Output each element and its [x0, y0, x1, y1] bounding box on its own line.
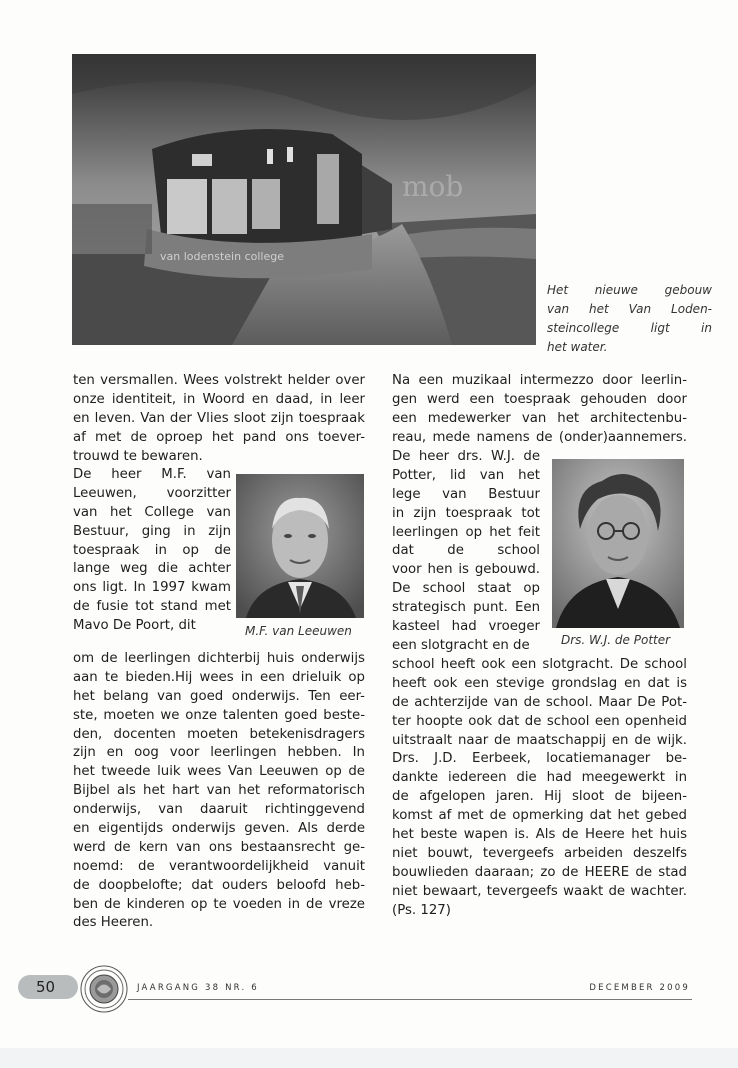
scan-edge: [0, 1048, 738, 1068]
text-line: ons ligt. In 1997 kwam: [73, 580, 231, 596]
left-column-lower: [73, 650, 365, 933]
text-line: een medewerker van het architectenbu-: [392, 410, 687, 426]
portrait-caption-van-leeuwen: M.F. van Leeuwen: [245, 624, 352, 638]
text-line: onderwijs, van daaruit richtinggevend: [73, 802, 365, 818]
text-line: trouwd te bewaren.: [73, 448, 203, 464]
text-line: ste, moeten we onze talenten goed beste-: [73, 707, 365, 723]
text-line: de fusie tot stand met: [73, 599, 231, 615]
text-line: en leven. Van der Vlies sloot zijn toespraak: [73, 410, 365, 426]
text-line: Potter, lid van het: [392, 467, 540, 483]
portrait-caption-de-potter: Drs. W.J. de Potter: [561, 633, 671, 647]
text-line: een slotgracht en de: [392, 637, 530, 653]
text-line: werd de kern van ons bestaansrecht ge-: [73, 839, 365, 855]
text-line: ter hoopte ook dat de school een openheid: [392, 713, 687, 729]
footer-date: DECEMBER 2009: [589, 983, 690, 993]
text-line: en eigentijds onderwijs geven. Als derde: [73, 821, 365, 837]
text-line: Na een muzikaal intermezzo door leerlin-: [392, 373, 687, 388]
text-line: uitstraalt naar de maatschappij en de wijk.: [392, 732, 687, 748]
text-line: gen werd een toespraak gehouden door: [392, 391, 687, 407]
text-line: heeft ook een stevige grondslag en dat is: [392, 675, 687, 691]
text-line: zijn en oog voor leerlingen hebben. In: [73, 745, 365, 761]
watermark: mob: [402, 170, 464, 203]
text-line: niet bewaart, tevergeefs waakt de wachter.: [392, 883, 687, 899]
text-line: des Heeren.: [73, 915, 154, 931]
caption-line: steincollege ligt in: [547, 320, 712, 335]
text-line: (Ps. 127): [392, 902, 451, 918]
text-line: komst af met de opmerking dat het gebed: [392, 808, 687, 824]
text-line: van het College van: [73, 504, 231, 520]
footer-rule: [128, 999, 692, 1000]
text-line: niet bouwt, tevergeefs arbeiden deszelfs: [392, 845, 687, 861]
footer-issue: JAARGANG 38 NR. 6: [137, 983, 259, 993]
text-line: het beste wapen is. Als de Heere het huis: [392, 827, 687, 843]
text-line: de achterzijde van de school. Maar De Pot-: [392, 694, 687, 710]
text-line: in zijn toespraak tot: [392, 505, 540, 521]
text-line: Bijbel als het hart van het reformatorisch: [73, 783, 365, 799]
text-line: het belang van goed onderwijs. Ten eer-: [73, 688, 365, 704]
text-line: kasteel had vroeger: [392, 619, 540, 635]
text-line: dat de school: [392, 543, 540, 559]
left-column-wrap: [73, 466, 231, 636]
school-building-photo: [72, 54, 536, 345]
magazine-seal-icon: [80, 965, 128, 1013]
text-line: Drs. J.D. Eerbeek, locatiemanager be-: [392, 751, 687, 767]
text-line: leerlingen op het feit: [392, 524, 540, 540]
text-line: dankte iedereen die had meegewerkt in: [392, 770, 687, 786]
right-column-top: [392, 372, 687, 448]
building-sign: van lodenstein college: [160, 250, 284, 263]
text-line: bouwlieden daaraan; zo de HEERE de stad: [392, 864, 687, 880]
text-line: lege van Bestuur: [392, 486, 540, 502]
text-line: De heer M.F. van: [73, 467, 231, 482]
text-line: school heeft ook een slotgracht. De school: [392, 657, 687, 672]
caption-line: het water.: [547, 339, 608, 354]
caption-line: Het nieuwe gebouw: [547, 283, 712, 297]
page-number: 50: [36, 978, 56, 996]
right-column-lower: [392, 656, 687, 920]
right-column-wrap: [392, 448, 540, 656]
caption-line: van het Van Loden-: [547, 301, 712, 316]
text-line: Leeuwen, voorzitter: [73, 485, 231, 501]
text-line: ten versmallen. Wees volstrekt helder over: [73, 373, 365, 388]
text-line: De school staat op: [392, 581, 540, 597]
text-line: onze identiteit, in Woord en daad, in leer: [73, 391, 365, 407]
text-line: De heer drs. W.J. de: [392, 449, 540, 464]
text-line: toespraak in op de: [73, 542, 231, 558]
text-line: de doopbelofte; dat ouders beloofd heb-: [73, 877, 365, 893]
text-line: af met de oproep het pand ons toever-: [73, 429, 365, 445]
text-line: Mavo De Poort, dit: [73, 618, 196, 634]
text-line: om de leerlingen dichterbij huis onderwijs: [73, 651, 365, 666]
left-column-top: [73, 372, 365, 466]
text-line: lange weg die achter: [73, 561, 231, 577]
photo-caption: [547, 283, 712, 355]
text-line: ben de kinderen op te voeden in de vreze: [73, 896, 365, 912]
text-line: voor hen is gebouwd.: [392, 562, 540, 578]
text-line: strategisch punt. Een: [392, 600, 540, 616]
text-line: het tweede luik wees Van Leeuwen op de: [73, 764, 365, 780]
text-line: de afgelopen jaren. Hij sloot de bijeen-: [392, 789, 687, 805]
text-line: noemd: de verantwoordelijkheid vanuit: [73, 858, 365, 874]
text-line: Bestuur, ging in zijn: [73, 523, 231, 539]
portrait-de-potter: [552, 459, 684, 628]
portrait-van-leeuwen: [236, 474, 364, 618]
text-line: den, docenten moeten betekenisdragers: [73, 726, 365, 742]
text-line: aan te bieden.Hij wees in een drieluik op: [73, 669, 365, 685]
text-line: reau, mede namens de (onder)aannemers.: [392, 429, 687, 445]
